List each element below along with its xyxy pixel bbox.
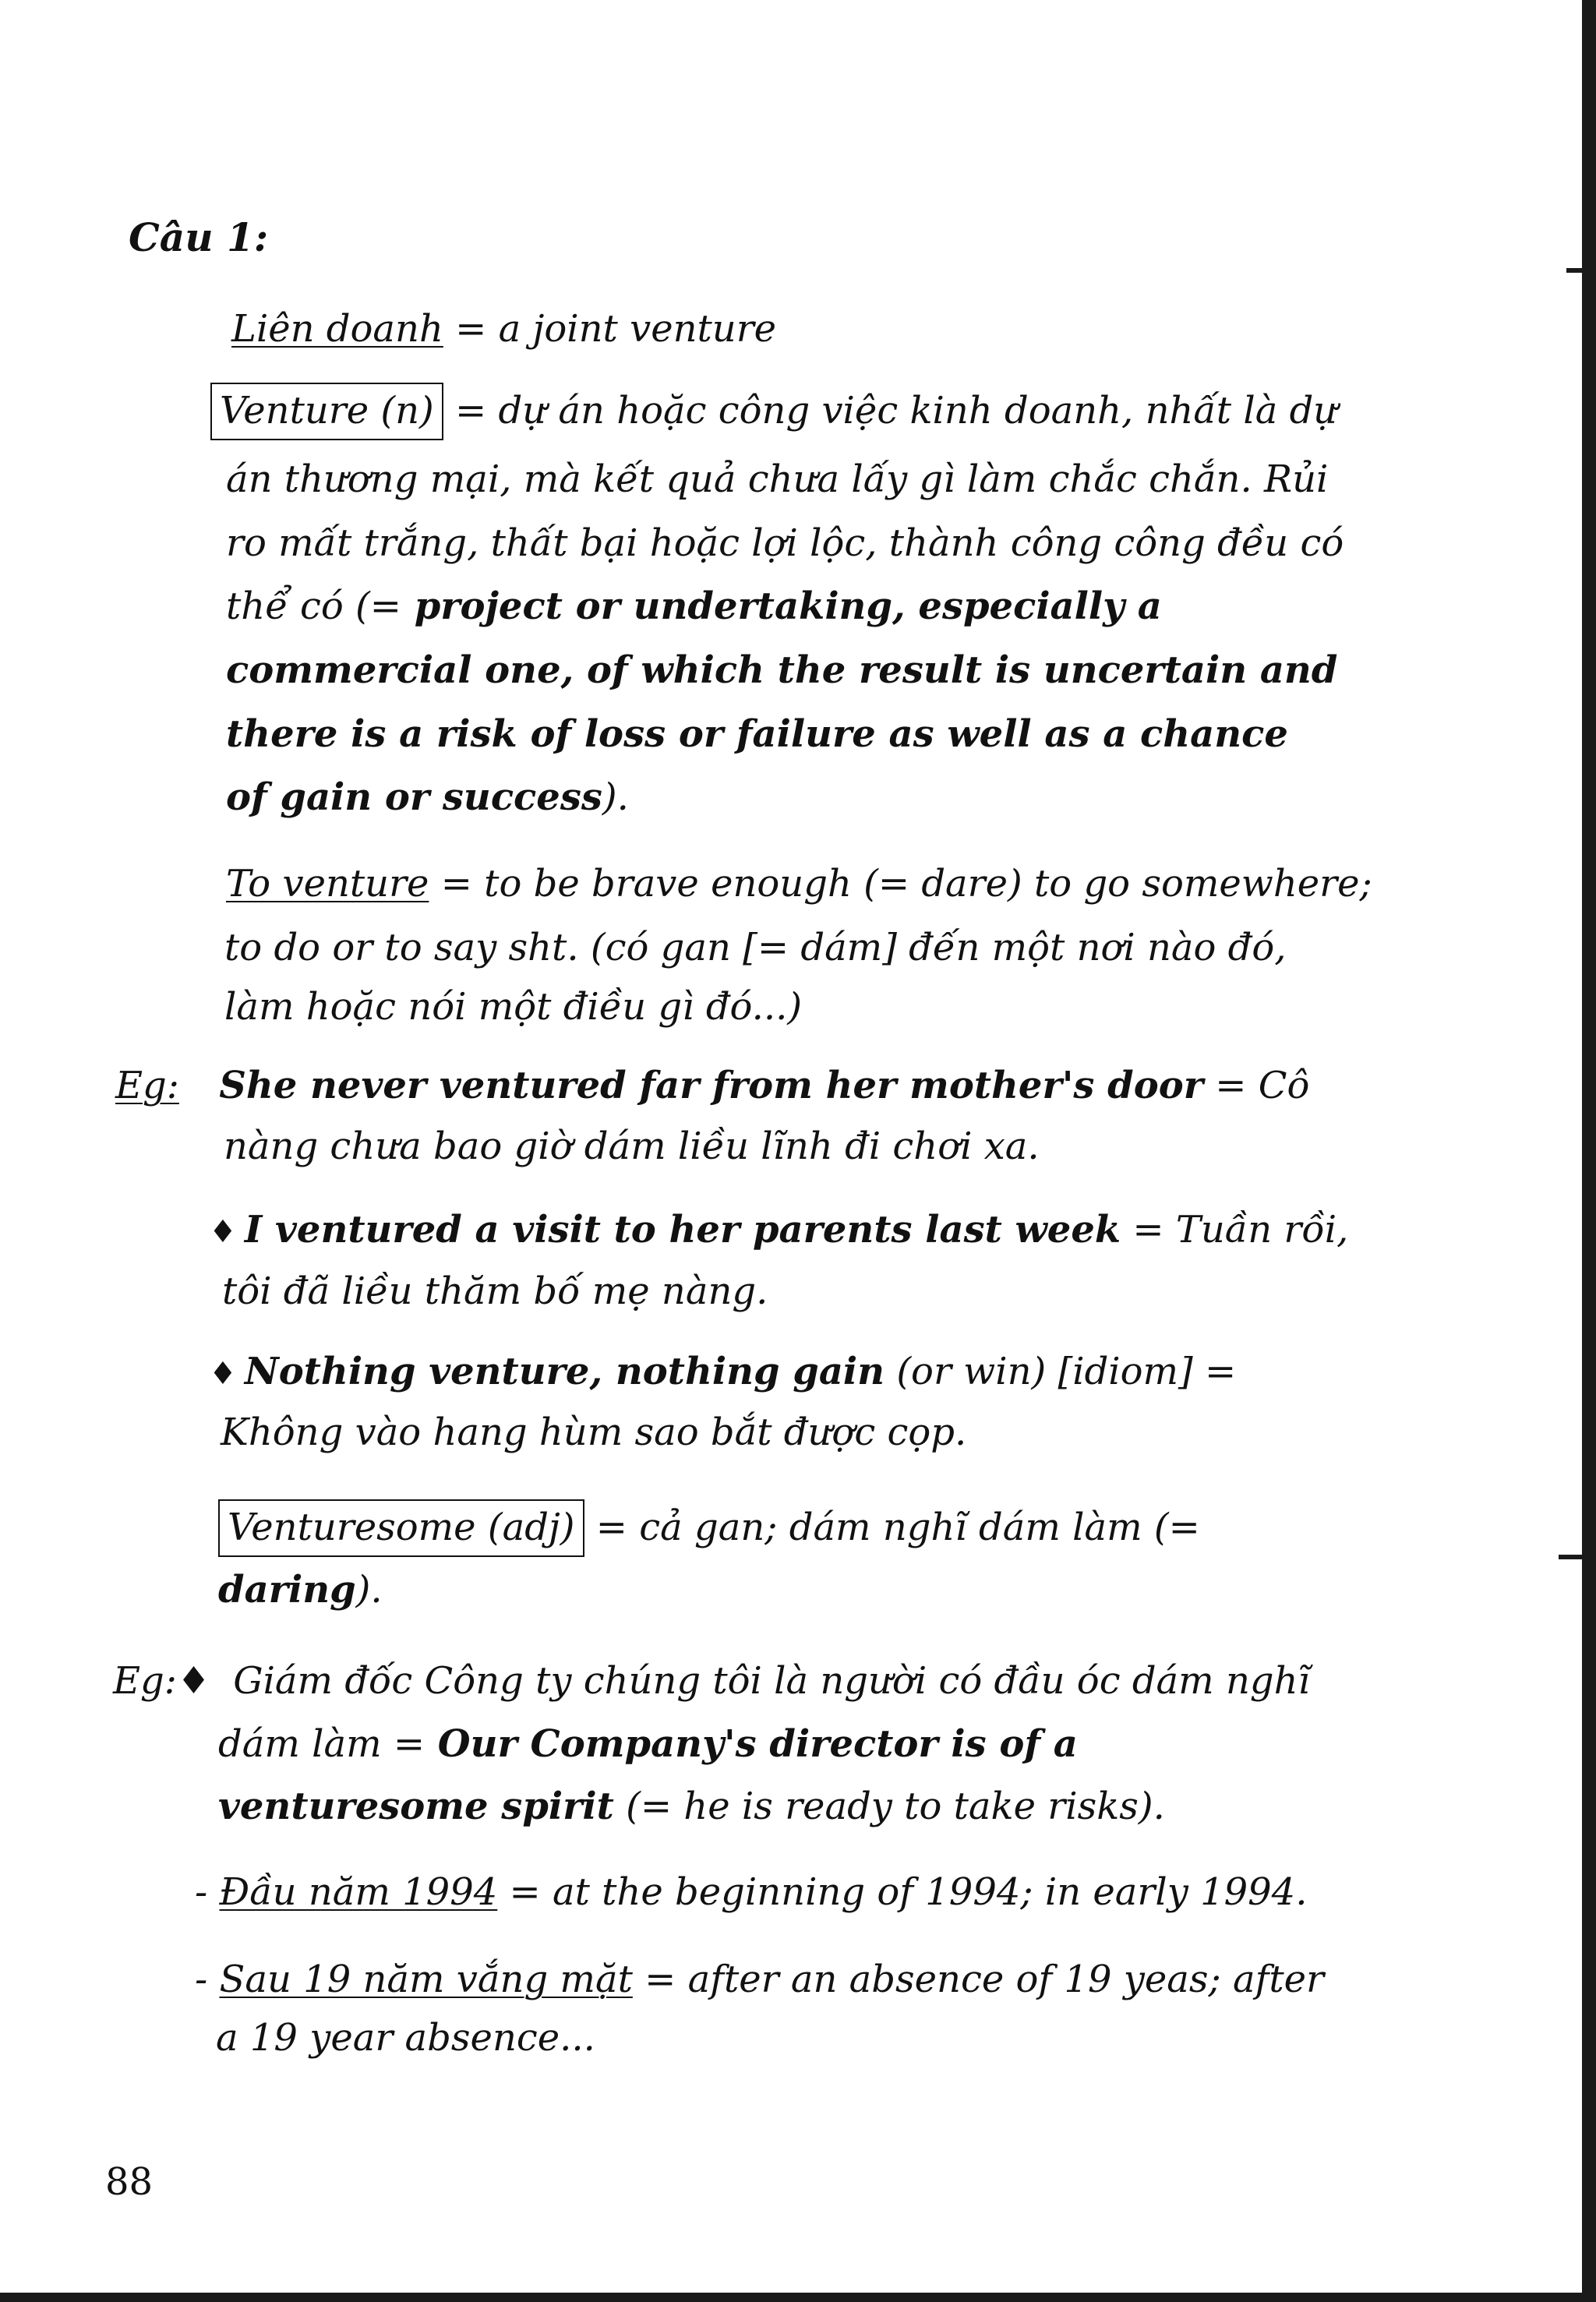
definition-venture-line3: ro mất trắng, thất bại hoặc lợi lộc, thành công công đều có <box>226 521 1344 565</box>
example-4-line3 <box>218 1783 1165 1830</box>
scan-mark <box>1566 268 1582 273</box>
definition-venturesome-end: ). <box>355 1568 383 1612</box>
entry-sau-19-nam <box>195 1956 1324 2003</box>
example-4 <box>113 1658 1310 1704</box>
definition-venturesome-line1: = cả gan; dám nghĩ dám làm (= <box>584 1506 1200 1549</box>
example-4-label: Eg:♦ <box>113 1659 210 1703</box>
page-number: 88 <box>105 2160 154 2204</box>
definition-venture-line2: án thương mại, mà kết quả chưa lấy gì làm chắc chắn. Rủi <box>226 457 1329 501</box>
definition-venture-line1: = dự án hoặc công việc kinh doanh, nhất là dự <box>443 389 1338 433</box>
definition-venturesome-daring: daring <box>218 1568 356 1612</box>
example-4-note: (= he is ready to take risks). <box>613 1785 1165 1828</box>
example-3 <box>209 1348 1236 1397</box>
entry-venture-noun <box>210 387 1337 434</box>
example-3-translation: Không vào hang hùm sao bắt được cọp. <box>221 1411 967 1454</box>
example-label: Eg: <box>115 1064 179 1107</box>
definition-dau-nam-1994: = at the beginning of 1994; in early 1994. <box>497 1870 1308 1914</box>
dash: - <box>195 1958 220 2001</box>
definition-venturesome-line2 <box>218 1566 383 1613</box>
example-1 <box>115 1062 1309 1109</box>
question-heading: Câu 1: <box>129 214 269 260</box>
definition-lien-doanh: = a joint venture <box>443 307 777 351</box>
example-1-translation: nàng chưa bao giờ dám liều lĩnh đi chơi xa. <box>224 1125 1040 1168</box>
definition-venture-line7-end: ). <box>602 775 629 819</box>
entry-dau-nam-1994 <box>195 1869 1307 1915</box>
entry-venturesome <box>218 1504 1200 1551</box>
definition-to-venture-line3: làm hoặc nói một điều gì đó...) <box>224 985 803 1029</box>
definition-venture-line6: there is a risk of loss or failure as well as a chance <box>226 712 1288 756</box>
definition-venture-line4 <box>226 583 1162 630</box>
term-sau-19-nam: Sau 19 năm vắng mặt <box>219 1958 633 2001</box>
example-2-translation: tôi đã liều thăm bố mẹ nàng. <box>222 1269 768 1313</box>
term-to-venture: To venture <box>226 862 429 906</box>
term-dau-nam-1994: Đầu năm 1994 <box>219 1870 498 1914</box>
definition-venture-line4-en: project or undertaking, especially a <box>401 584 1162 628</box>
example-4-vi: Giám đốc Công ty chúng tôi là người có đầu óc dám nghĩ <box>233 1659 1310 1703</box>
example-4-en: Our Company's director is of a <box>425 1722 1078 1766</box>
definition-venture-line5: commercial one, of which the result is uncertain and <box>226 648 1338 692</box>
example-2-en: I ventured a visit to her parents last week <box>244 1208 1121 1252</box>
example-1-vi: = Cô <box>1203 1064 1310 1107</box>
definition-to-venture-line2: to do or to say sht. (có gan [= dám] đến một nơi nào đó, <box>224 926 1287 969</box>
example-1-en: She never ventured far from her mother's door <box>219 1064 1204 1107</box>
scan-mark <box>1559 1555 1582 1559</box>
bullet-icon: ♦ <box>209 1356 237 1392</box>
example-2-vi: = Tuần rồi, <box>1121 1208 1349 1252</box>
bullet-icon: ♦ <box>209 1214 237 1250</box>
definition-sau-19-nam-line2: a 19 year absence... <box>216 2016 595 2060</box>
term-lien-doanh: Liên doanh <box>231 307 443 351</box>
definition-to-venture-line1: = to be brave enough (= dare) to go somewhere; <box>429 862 1372 906</box>
scan-border-bottom <box>0 2293 1596 2302</box>
definition-venture-line7 <box>226 774 629 821</box>
example-4-line2 <box>218 1721 1078 1767</box>
entry-to-venture <box>226 860 1372 907</box>
example-2 <box>209 1206 1348 1255</box>
definition-sau-19-nam-line1: = after an absence of 19 yeas; after <box>632 1958 1324 2001</box>
example-4-vi-end: dám làm = <box>218 1722 425 1766</box>
definition-venture-line4-vi: thể có (= <box>226 584 401 628</box>
dash: - <box>195 1870 220 1914</box>
scan-border-right <box>1582 0 1596 2302</box>
example-4-en-end: venturesome spirit <box>218 1785 614 1828</box>
definition-venture-line7-en: of gain or success <box>226 775 602 819</box>
entry-lien-doanh <box>231 305 776 352</box>
term-venturesome: Venturesome (adj) <box>218 1499 584 1557</box>
example-3-idiom: Nothing venture, nothing gain <box>244 1350 885 1393</box>
term-venture-noun: Venture (n) <box>210 383 443 440</box>
example-3-note: (or win) [idiom] = <box>885 1350 1237 1393</box>
